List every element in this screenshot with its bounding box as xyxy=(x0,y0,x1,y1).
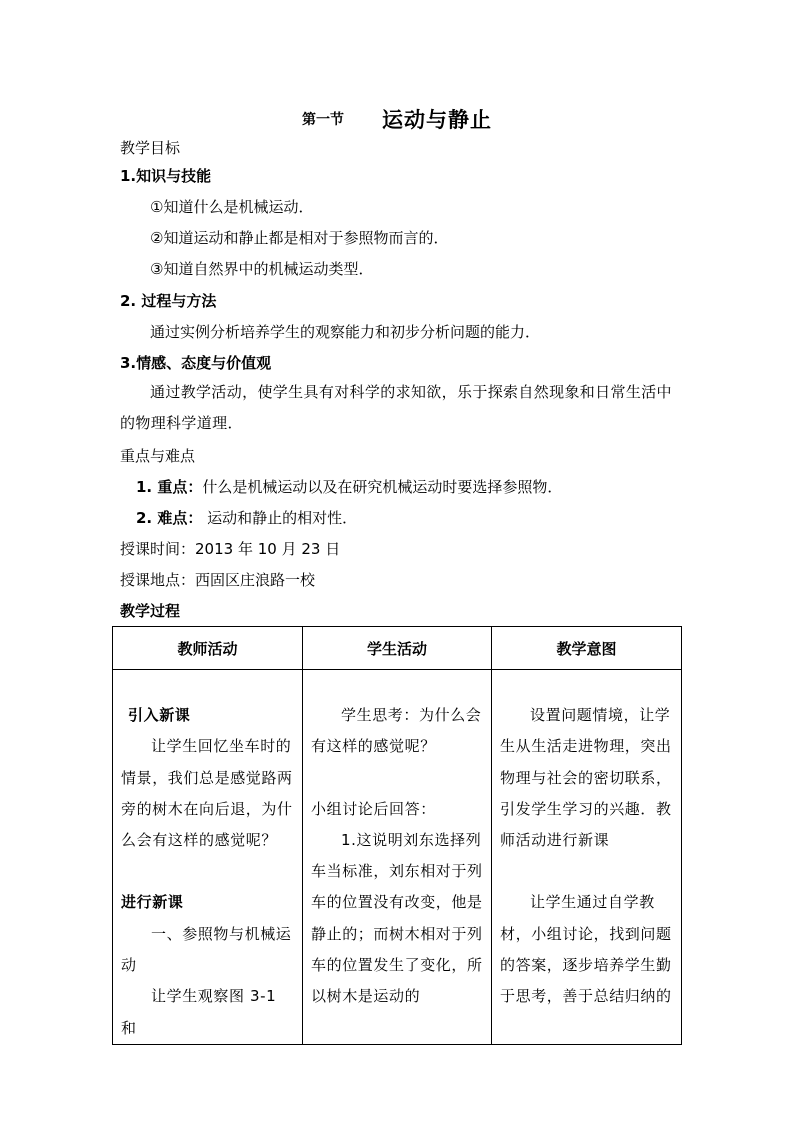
intro-heading: 引入新课 xyxy=(128,706,191,724)
intro-text: 让学生回忆坐车时的情景，我们总是感觉路两旁的树木在向后退，为什么会有这样的感觉呢？ xyxy=(121,737,293,850)
intent-paragraph-2: 让学生通过自学教材，小组讨论，找到问题的答案，逐步培养学生勤于思考，善于总结归纳的 xyxy=(500,893,672,1006)
teaching-intent-cell xyxy=(492,670,682,1045)
section-number: 第一节 xyxy=(302,112,344,128)
knowledge-item-2: ②知道运动和静止都是相对于参照物而言的． xyxy=(150,229,449,247)
table-row xyxy=(113,670,682,1045)
lesson-title-text: 运动与静止 xyxy=(382,108,492,132)
keypoint-1-text: 什么是机械运动以及在研究机械运动时要选择参照物． xyxy=(202,478,563,496)
process-text: 通过实例分析培养学生的观察能力和初步分析问题的能力． xyxy=(150,323,541,341)
lesson-title xyxy=(0,104,794,134)
knowledge-item-1: ①知道什么是机械运动． xyxy=(150,198,314,216)
process-table-heading: 教学过程 xyxy=(120,602,181,620)
keypoint-1 xyxy=(136,477,562,497)
table-header-row xyxy=(113,627,682,670)
emotion-heading: 3.情感、态度与价值观 xyxy=(120,354,272,372)
new-lesson-text: 让学生观察图 3-1 和 xyxy=(121,987,277,1037)
keypoint-1-label: 1. 重点： xyxy=(136,478,203,496)
objectives-heading: 教学目标 xyxy=(120,139,181,157)
teaching-process-table xyxy=(112,626,682,1045)
student-activity-cell xyxy=(303,670,492,1045)
knowledge-item-3: ③知道自然界中的机械运动类型． xyxy=(150,260,374,278)
column-header-intent: 教学意图 xyxy=(492,627,682,670)
student-answer: 1.这说明刘东选择列车当标准，刘东相对于列车的位置没有改变，他是静止的；而树木相对于列车的位置发生了变化，所以树木是运动的 xyxy=(311,830,483,1006)
emotion-text: 通过教学活动，使学生具有对科学的求知欲，乐于探索自然现象和日常生活中的物理科学道理． xyxy=(120,383,672,432)
teacher-activity-cell xyxy=(113,670,303,1045)
keypoint-2-text: 运动和静止的相对性． xyxy=(202,509,358,527)
new-lesson-heading: 进行新课 xyxy=(121,893,184,912)
keypoint-2-label: 2. 难点： xyxy=(136,509,203,527)
lesson-time: 授课时间：2013 年 10 月 23 日 xyxy=(120,540,341,558)
knowledge-heading: 1.知识与技能 xyxy=(120,167,212,185)
keypoints-heading: 重点与难点 xyxy=(120,447,196,465)
process-heading: 2. 过程与方法 xyxy=(120,292,217,310)
lesson-place: 授课地点：西固区庄浪路一校 xyxy=(120,571,316,589)
new-lesson-subheading: 一、参照物与机械运动 xyxy=(121,924,292,975)
student-discuss: 小组讨论后回答： xyxy=(311,799,436,818)
column-header-teacher: 教师活动 xyxy=(113,627,303,670)
column-header-student: 学生活动 xyxy=(303,627,492,670)
student-think: 学生思考：为什么会有这样的感觉呢？ xyxy=(311,706,482,756)
intent-paragraph-1: 设置问题情境，让学生从生活走进物理，突出物理与社会的密切联系，引发学生学习的兴趣．教师活动进行新课 xyxy=(500,706,672,850)
keypoint-2 xyxy=(136,508,357,528)
